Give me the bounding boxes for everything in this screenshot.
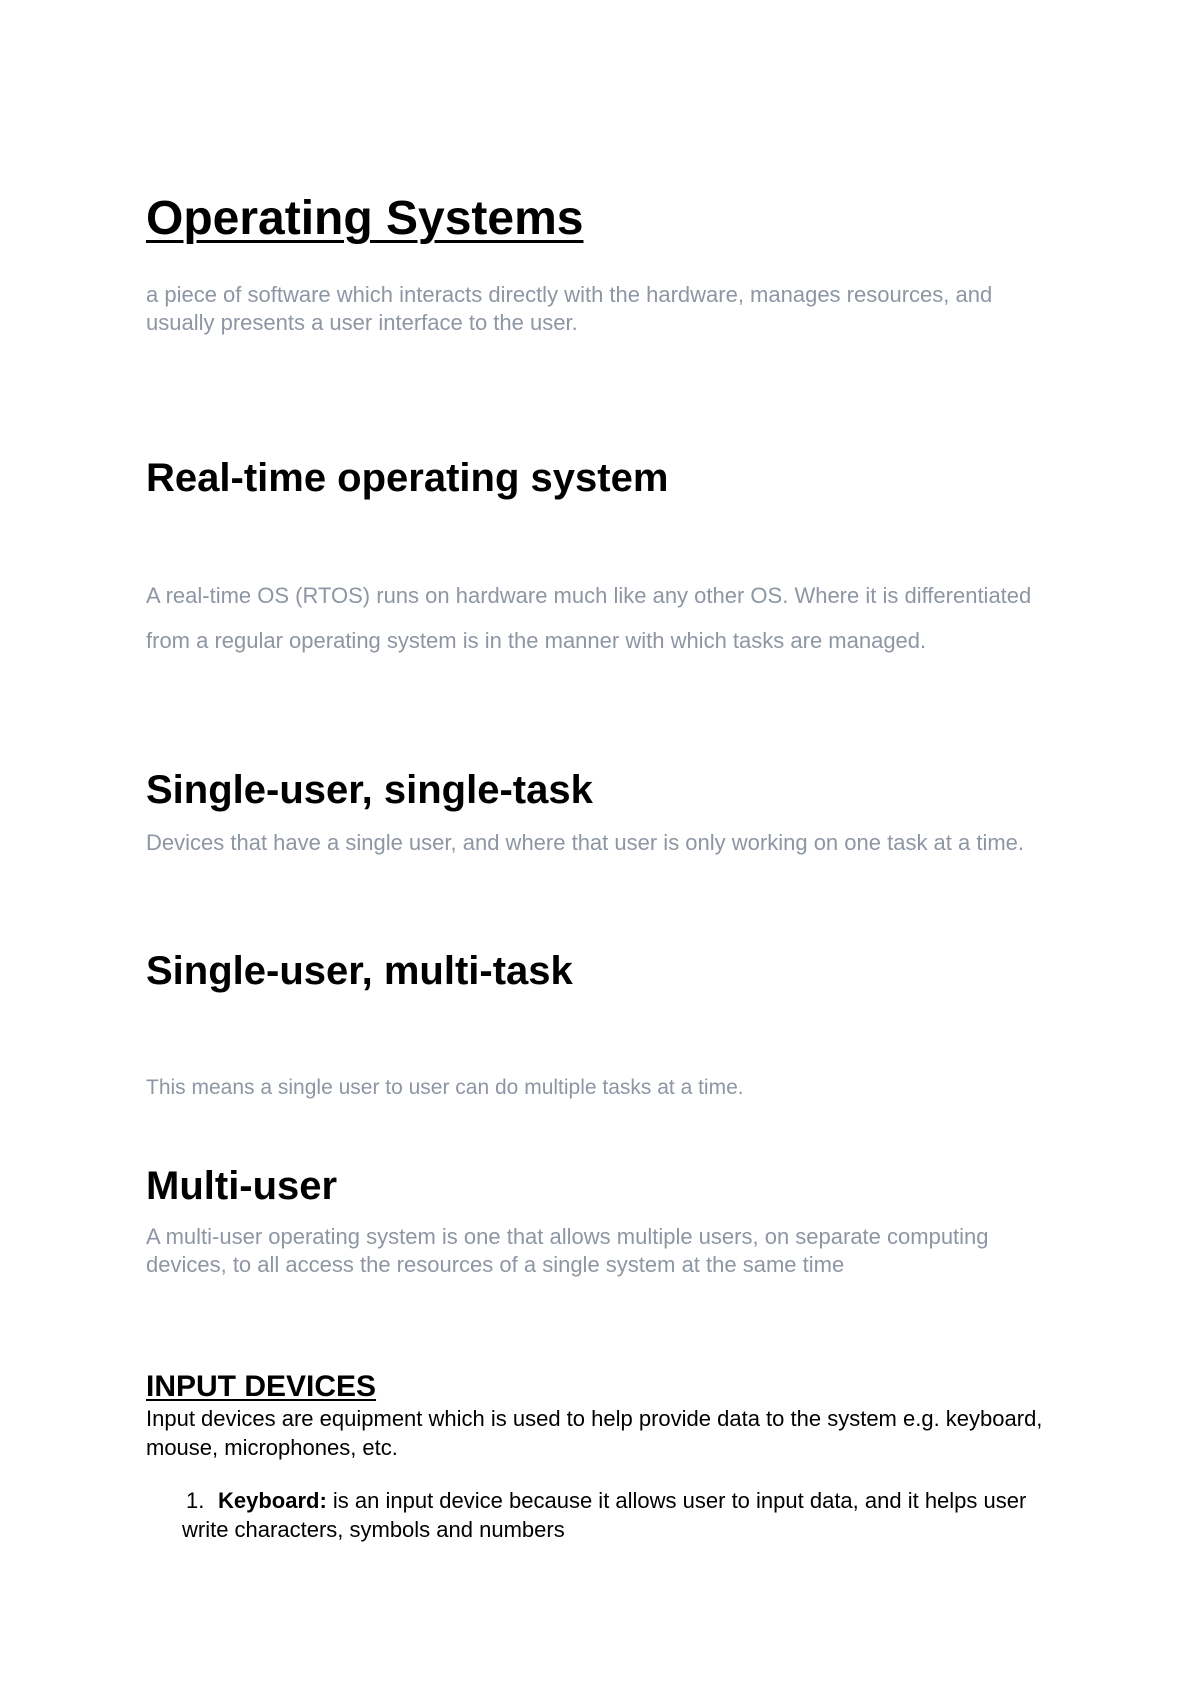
heading-multi-user: Multi-user: [146, 1164, 338, 1208]
page-title: Operating Systems: [146, 192, 584, 245]
list-item: [182, 1486, 1072, 1544]
heading-single-user-single-task: Single-user, single-task: [146, 768, 593, 812]
intro-text: a piece of software which interacts directly with the hardware, manages resources, and usually presents a user interface to the user.: [146, 282, 993, 335]
text-real-time-os: A real-time OS (RTOS) runs on hardware much like any other OS. Where it is differentiated from a regular operating system is in the manner with which tasks are managed.: [146, 583, 1032, 653]
text-multi-user: A multi-user operating system is one that allows multiple users, on separate computing devices, to all access the resources of a single system at the same time: [146, 1224, 989, 1277]
list-item-number: 1.: [186, 1488, 205, 1513]
heading-input-devices: INPUT DEVICES: [146, 1370, 377, 1403]
text-single-user-single-task: Devices that have a single user, and where that user is only working on one task at a time.: [146, 830, 1025, 855]
heading-real-time-os: Real-time operating system: [146, 456, 669, 500]
text-input-devices: Input devices are equipment which is used to help provide data to the system e.g. keyboard, mouse, microphones, etc.: [146, 1406, 1043, 1460]
text-single-user-multi-task: This means a single user to user can do multiple tasks at a time.: [146, 1076, 744, 1099]
list-item-description: is an input device because it allows user to input data, and it helps user write characters, symbols and numbers: [182, 1488, 1027, 1542]
list-item-term: Keyboard:: [218, 1488, 327, 1513]
heading-single-user-multi-task: Single-user, multi-task: [146, 949, 573, 993]
